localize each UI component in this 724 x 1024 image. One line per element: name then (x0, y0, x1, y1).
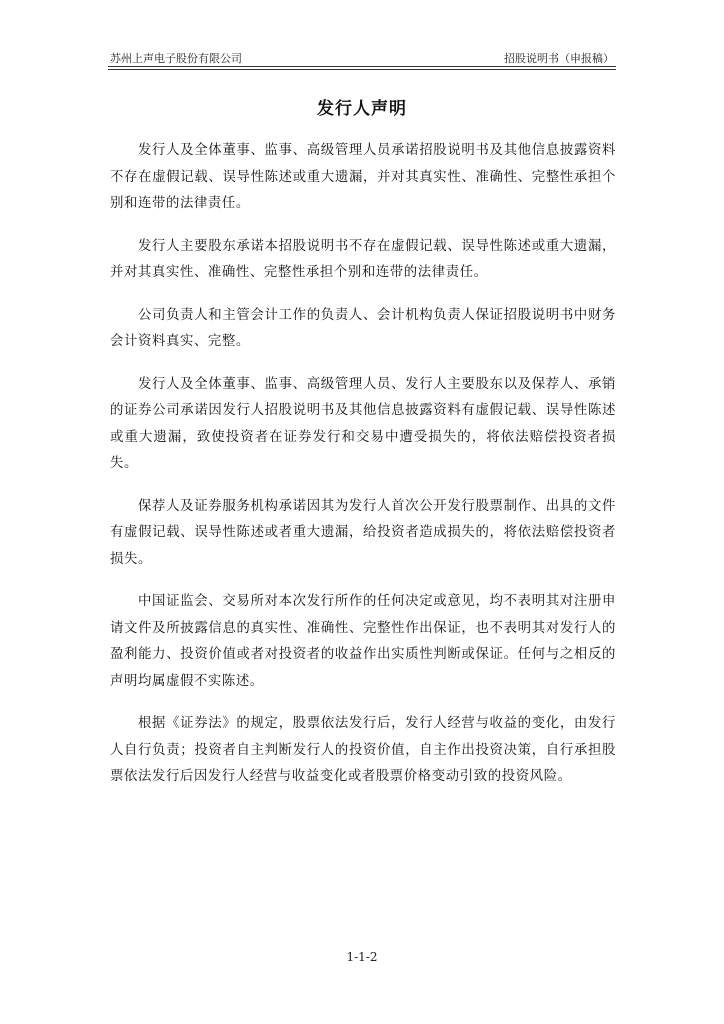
paragraph-2: 发行人主要股东承诺本招股说明书不存在虚假记载、误导性陈述或重大遗漏，并对其真实性、准确性、完整性承担个别和连带的法律责任。 (110, 238, 616, 280)
page-title: 发行人声明 (317, 99, 407, 119)
header-company-name: 苏州上声电子股份有限公司 (110, 52, 242, 65)
paragraph-6: 中国证监会、交易所对本次发行所作的任何决定或意见，均不表明其对注册申请文件及所披露信息的真实性、准确性、完整性作出保证，也不表明其对发行人的盈利能力、投资价值或者对投资者的收益作出实质性判断或保证。任何与之相反的声明均属虚假不实陈述。 (110, 594, 616, 689)
header-rule-thick (108, 66, 616, 67)
paragraph-4: 发行人及全体董事、监事、高级管理人员、发行人主要股东以及保荐人、承销的证券公司承诺因发行人招股说明书及其他信息披露资料有虚假记载、误导性陈述或重大遗漏，致使投资者在证券发行和交易中遭受损失的，将依法赔偿投资者损失。 (110, 376, 616, 471)
page-number: 1-1-2 (346, 950, 378, 964)
paragraph-3: 公司负责人和主管会计工作的负责人、会计机构负责人保证招股说明书中财务会计资料真实、完整。 (110, 307, 616, 349)
page-header (108, 50, 616, 66)
header-document-type: 招股说明书（申报稿） (504, 52, 614, 65)
statement-body (110, 138, 616, 807)
paragraph-7: 根据《证券法》的规定，股票依法发行后，发行人经营与收益的变化，由发行人自行负责；投资者自主判断发行人的投资价值，自主作出投资决策，自行承担股票依法发行后因发行人经营与收益变化或者股票价格变动引致的投资风险。 (110, 716, 616, 784)
paragraph-5: 保荐人及证券服务机构承诺因其为发行人首次公开发行股票制作、出具的文件有虚假记载、误导性陈述或者重大遗漏，给投资者造成损失的，将依法赔偿投资者损失。 (110, 498, 616, 567)
header-rule-thin (108, 69, 616, 70)
paragraph-1: 发行人及全体董事、监事、高级管理人员承诺招股说明书及其他信息披露资料不存在虚假记载、误导性陈述或重大遗漏，并对其真实性、准确性、完整性承担个别和连带的法律责任。 (110, 143, 616, 211)
